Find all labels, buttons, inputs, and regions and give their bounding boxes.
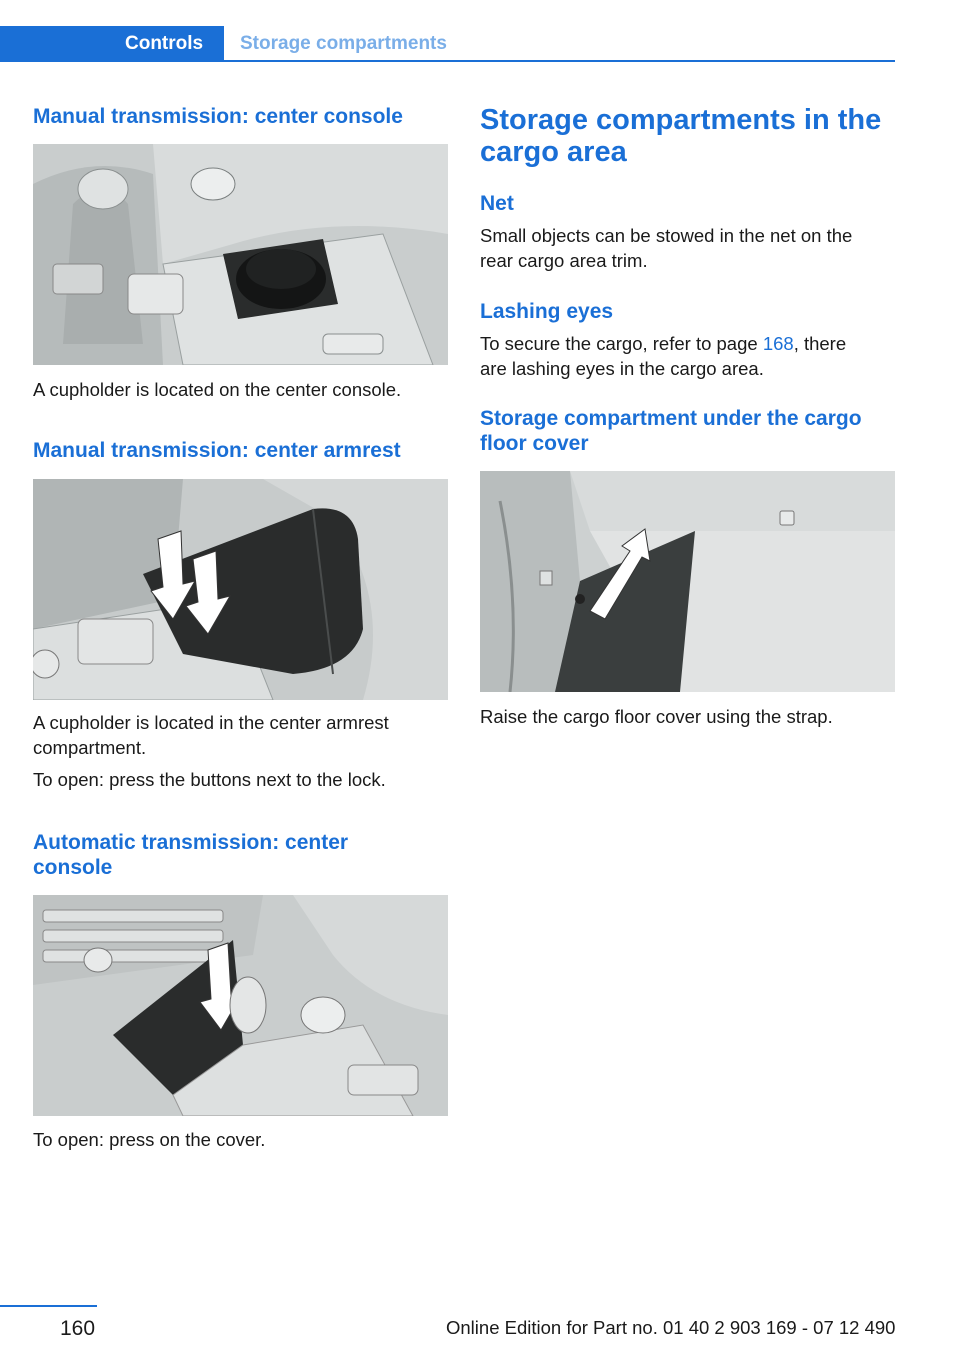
- text-lashing-line1: [480, 331, 895, 356]
- heading-net: Net: [480, 192, 514, 215]
- text-net-line1: Small objects can be stowed in the net on the: [480, 225, 853, 246]
- caption-armrest-line2: compartment.: [33, 737, 147, 758]
- edition-note: Online Edition for Part no. 01 40 2 903 169 - 07 12 490: [446, 1317, 896, 1338]
- figure-center-console-cupholder: [33, 144, 448, 365]
- page-number: 160: [60, 1317, 96, 1340]
- lashing-text-pre: To secure the cargo, refer to page: [480, 333, 763, 354]
- title-cargo-line2: cargo area: [480, 136, 627, 168]
- text-lashing-line2: are lashing eyes in the cargo area.: [480, 358, 764, 379]
- caption-armrest-line1: A cupholder is located in the center armrest: [33, 712, 389, 733]
- topic-tab-storage[interactable]: Storage compartments: [240, 33, 447, 54]
- footer-rule: [0, 1305, 97, 1307]
- title-cargo-line1: Storage compartments in the: [480, 104, 882, 136]
- heading-automatic-line2: console: [33, 856, 113, 879]
- heading-lashing-eyes: Lashing eyes: [480, 300, 614, 323]
- heading-manual-center-armrest: Manual transmission: center armrest: [33, 439, 401, 462]
- page-ref-link[interactable]: 168: [762, 333, 794, 354]
- figure-automatic-console: [33, 895, 448, 1116]
- caption-center-console: A cupholder is located on the center console.: [33, 379, 402, 400]
- instruction-armrest: To open: press the buttons next to the lock.: [33, 769, 386, 790]
- caption-cargo-floor: Raise the cargo floor cover using the strap.: [480, 706, 833, 727]
- header-rule: [0, 60, 895, 62]
- heading-floor-line1: Storage compartment under the cargo: [480, 407, 862, 430]
- heading-floor-line2: floor cover: [480, 432, 589, 455]
- section-tab-controls[interactable]: Controls: [0, 26, 224, 62]
- heading-manual-center-console: Manual transmission: center console: [33, 105, 403, 128]
- heading-automatic-line1: Automatic transmission: center: [33, 831, 349, 854]
- text-net-line2: rear cargo area trim.: [480, 250, 648, 271]
- figure-center-armrest: [33, 479, 448, 700]
- figure-cargo-floor: [480, 471, 895, 692]
- caption-automatic: To open: press on the cover.: [33, 1129, 266, 1150]
- lashing-text-post: , there: [793, 333, 847, 354]
